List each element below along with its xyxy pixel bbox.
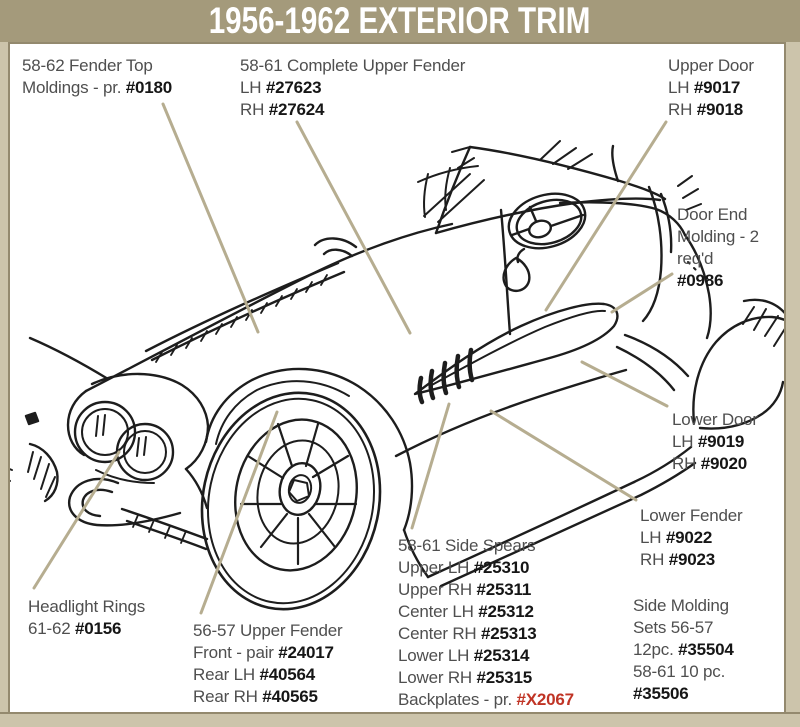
part-number: #9017 (693, 78, 741, 97)
label-line (633, 617, 734, 639)
part-number: #35504 (678, 640, 734, 659)
label-text: Backplates - pr. (398, 690, 517, 709)
part-number: #9023 (668, 550, 715, 569)
part-number: #9020 (700, 454, 747, 473)
label-line (633, 661, 734, 683)
label-text: Center RH (398, 624, 482, 643)
label-line (240, 55, 465, 77)
frame-left (0, 42, 10, 727)
part-number: #25314 (473, 646, 530, 665)
part-number: #40565 (262, 687, 318, 706)
label-line (240, 99, 465, 121)
label-text: RH (640, 550, 669, 569)
label-text: RH (672, 454, 701, 473)
part-label-lower-door (672, 409, 758, 475)
part-number: #27624 (268, 100, 325, 119)
part-number: #25311 (476, 580, 532, 599)
label-text: req'd (677, 249, 714, 268)
part-label-fender-top-moldings (22, 55, 172, 99)
part-number: #0180 (125, 78, 173, 97)
label-text: Upper Door (668, 56, 754, 75)
label-text: LH (668, 78, 694, 97)
label-text: Upper LH (398, 558, 474, 577)
label-line (398, 579, 574, 601)
label-line (398, 623, 574, 645)
label-line (22, 77, 172, 99)
part-number: #40564 (259, 665, 315, 684)
label-line (398, 601, 574, 623)
part-number: #25315 (476, 668, 533, 687)
label-line (672, 409, 758, 431)
label-line (28, 618, 145, 640)
label-line (640, 527, 743, 549)
label-text: Molding - 2 (677, 227, 759, 246)
part-number: #9022 (665, 528, 713, 547)
label-line (398, 535, 574, 557)
label-line (668, 55, 754, 77)
label-text: Moldings - pr. (22, 78, 126, 97)
label-text: Rear LH (193, 665, 260, 684)
label-line (398, 557, 574, 579)
part-label-upper-door (668, 55, 754, 121)
part-label-side-molding-sets (633, 595, 734, 705)
part-number: #X2067 (516, 690, 574, 709)
part-number: #25310 (473, 558, 530, 577)
label-text: LH (640, 528, 666, 547)
label-text: Front - pair (193, 643, 279, 662)
label-text: Lower RH (398, 668, 477, 687)
label-line (240, 77, 465, 99)
label-text: 58-61 10 pc. (633, 662, 726, 681)
part-number: #35506 (633, 684, 689, 703)
part-number: #25312 (478, 602, 534, 621)
label-line (668, 99, 754, 121)
label-line (22, 55, 172, 77)
label-line (193, 620, 343, 642)
label-line (633, 639, 734, 661)
part-number: #9019 (697, 432, 745, 451)
label-line (398, 667, 574, 689)
label-line (672, 453, 758, 475)
label-line (677, 270, 759, 292)
label-text: LH (240, 78, 266, 97)
label-line (398, 689, 574, 711)
part-number: #9018 (696, 100, 743, 119)
part-label-upper-fender-56-57 (193, 620, 343, 708)
label-text: Lower Door (672, 410, 758, 429)
label-text: RH (240, 100, 269, 119)
frame-right (784, 42, 800, 727)
label-line (398, 645, 574, 667)
label-text: Headlight Rings (28, 597, 146, 616)
label-line (28, 596, 145, 618)
part-label-headlight-rings (28, 596, 145, 640)
part-label-complete-upper-fender (240, 55, 465, 121)
label-line (640, 549, 743, 571)
part-number: #0986 (677, 271, 724, 290)
page-title: 1956-1962 EXTERIOR TRIM (209, 0, 591, 41)
label-text: Upper RH (398, 580, 477, 599)
label-text: 58-61 Complete Upper Fender (240, 56, 466, 75)
part-number: #24017 (278, 643, 334, 662)
part-number: #25313 (481, 624, 537, 643)
label-line (672, 431, 758, 453)
label-text: Sets 56-57 (633, 618, 714, 637)
label-line (677, 248, 759, 270)
label-text: 56-57 Upper Fender (193, 621, 343, 640)
label-text: Lower Fender (640, 506, 743, 525)
label-text: 12pc. (633, 640, 679, 659)
label-text: Door End (677, 205, 748, 224)
part-label-door-end-molding (677, 204, 759, 292)
part-number: #0156 (75, 619, 122, 638)
label-text: LH (672, 432, 698, 451)
label-line (677, 204, 759, 226)
label-text: 58-62 Fender Top (22, 56, 153, 75)
label-text: 58-61 Side Spears (398, 536, 536, 555)
label-line (677, 226, 759, 248)
label-line (633, 683, 734, 705)
label-text: Lower LH (398, 646, 474, 665)
label-line (640, 505, 743, 527)
label-line (193, 664, 343, 686)
part-number: #27623 (265, 78, 322, 97)
label-text: 61-62 (28, 619, 76, 638)
label-line (193, 686, 343, 708)
label-line (668, 77, 754, 99)
label-line (633, 595, 734, 617)
label-text: Center LH (398, 602, 479, 621)
frame-bottom (0, 712, 800, 727)
label-text: RH (668, 100, 697, 119)
label-line (193, 642, 343, 664)
part-label-lower-fender (640, 505, 743, 571)
label-text: Side Molding (633, 596, 729, 615)
part-label-side-spears (398, 535, 574, 711)
label-text: Rear RH (193, 687, 263, 706)
